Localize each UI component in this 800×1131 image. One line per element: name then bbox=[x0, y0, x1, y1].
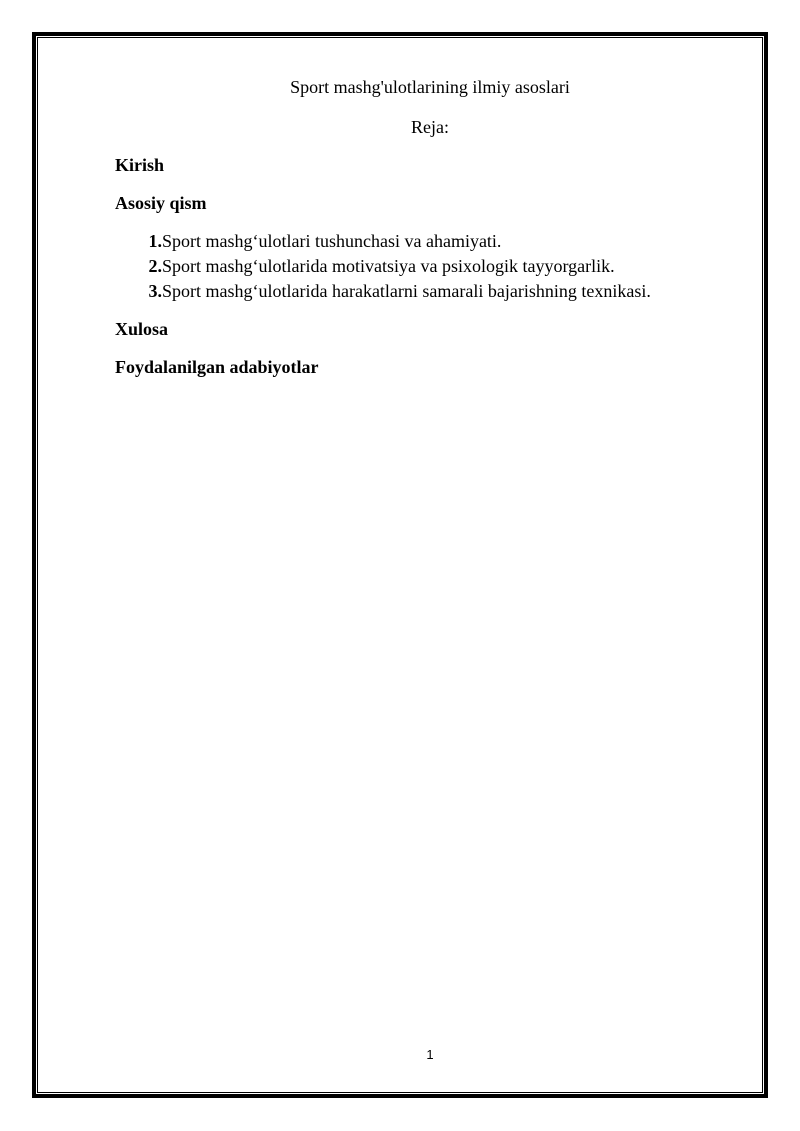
document-title: Sport mashg'ulotlarining ilmiy asoslari bbox=[290, 77, 570, 97]
plan-label: Reja: bbox=[411, 117, 449, 137]
section-conclusion-heading: Xulosa bbox=[115, 319, 169, 339]
plan-list bbox=[115, 229, 651, 304]
plan-item-number: 3. bbox=[148, 281, 162, 301]
section-intro-heading: Kirish bbox=[115, 155, 165, 175]
plan-item-text: Sport mashg‘ulotlarida harakatlarni samarali bajarishning texnikasi. bbox=[162, 281, 651, 301]
plan-list-item bbox=[115, 279, 651, 304]
plan-item-number: 1. bbox=[148, 231, 162, 251]
page-number: 1 bbox=[426, 1047, 434, 1062]
section-main-heading: Asosiy qism bbox=[115, 193, 207, 213]
section-references-heading: Foydalanilgan adabiyotlar bbox=[115, 357, 319, 377]
plan-list-item bbox=[115, 229, 651, 254]
plan-item-number: 2. bbox=[148, 256, 162, 276]
plan-item-text: Sport mashg‘ulotlarida motivatsiya va psixologik tayyorgarlik. bbox=[162, 256, 615, 276]
plan-list-item bbox=[115, 254, 651, 279]
plan-item-text: Sport mashg‘ulotlari tushunchasi va ahamiyati. bbox=[162, 231, 502, 251]
